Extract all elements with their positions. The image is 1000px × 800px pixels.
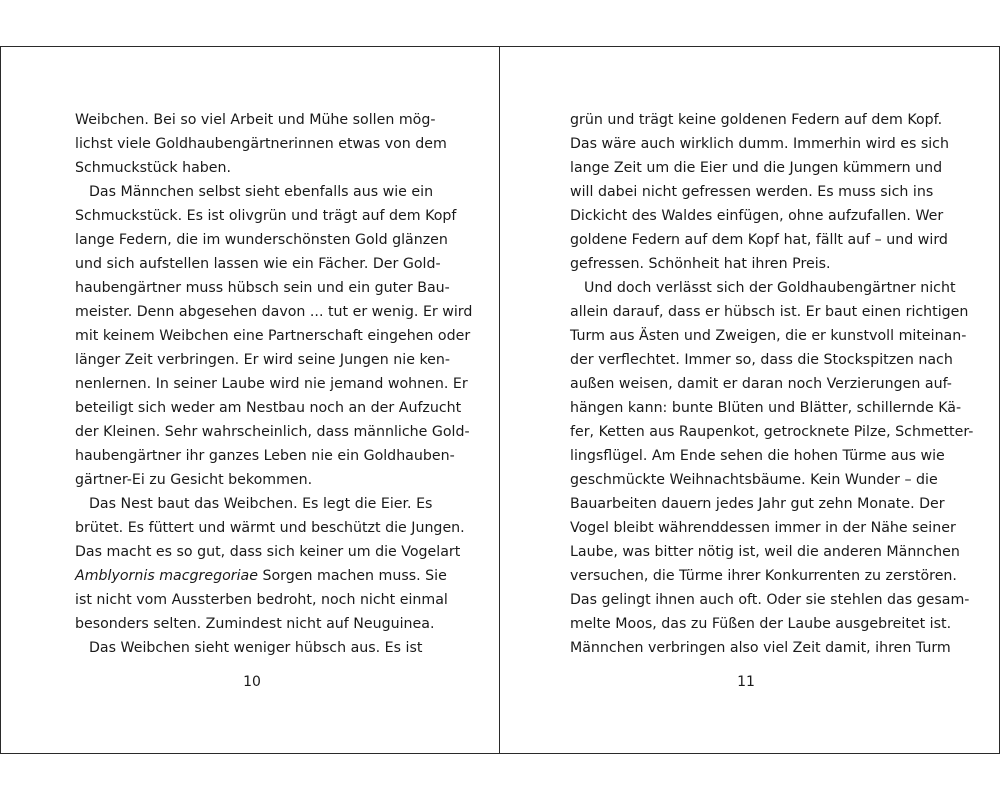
text-line-mixed	[75, 564, 445, 588]
text-line: ist nicht vom Aussterben bedroht, noch nicht einmal	[75, 592, 448, 608]
text-line: Dickicht des Waldes einfügen, ohne aufzufallen. Wer	[570, 208, 944, 224]
text-line: melte Moos, das zu Füßen der Laube ausgebreitet ist.	[570, 616, 952, 632]
text-line: Bauarbeiten dauern jedes Jahr gut zehn Monate. Der	[570, 496, 945, 512]
text-line: Weibchen. Bei so viel Arbeit und Mühe sollen mög-	[75, 112, 436, 128]
left-page-edge	[0, 46, 1, 753]
text-line: Das wäre auch wirklich dumm. Immerhin wird es sich	[570, 136, 949, 152]
text-line: lichst viele Goldhaubengärtnerinnen etwas von dem	[75, 136, 447, 152]
text-line: Vogel bleibt währenddessen immer in der Nähe seiner	[570, 520, 956, 536]
text-line: fer, Ketten aus Raupenkot, getrocknete Pilze, Schmetter-	[570, 424, 974, 440]
text-line: haubengärtner ihr ganzes Leben nie ein Goldhauben-	[75, 448, 455, 464]
text-line: goldene Federn auf dem Kopf hat, fällt auf – und wird	[570, 232, 948, 248]
text-line: Schmuckstück. Es ist olivgrün und trägt auf dem Kopf	[75, 208, 457, 224]
left-page-text	[75, 108, 473, 660]
text-line: nenlernen. In seiner Laube wird nie jemand wohnen. Er	[75, 376, 468, 392]
text-line: gärtner-Ei zu Gesicht bekommen.	[75, 472, 313, 488]
text-line: versuchen, die Türme ihrer Konkurrenten zu zerstören.	[570, 568, 957, 584]
text-line: der Kleinen. Sehr wahrscheinlich, dass männliche Gold-	[75, 424, 470, 440]
text-line: brütet. Es füttert und wärmt und beschützt die Jungen.	[75, 520, 465, 536]
text-line: Schmuckstück haben.	[75, 160, 232, 176]
book-spine-divider	[499, 46, 500, 753]
text-line: geschmückte Weihnachtsbäume. Kein Wunder – die	[570, 472, 938, 488]
text-line: lange Federn, die im wunderschönsten Gold glänzen	[75, 232, 448, 248]
text-fragment: Sorgen machen muss. Sie	[257, 568, 447, 584]
text-line: lingsflügel. Am Ende sehen die hohen Türme aus wie	[570, 448, 945, 464]
text-line: hängen kann: bunte Blüten und Blätter, schillernde Kä-	[570, 400, 962, 416]
text-line: gefressen. Schönheit hat ihren Preis.	[570, 256, 831, 272]
top-border-line	[0, 46, 1000, 47]
text-line: allein darauf, dass er hübsch ist. Er baut einen richtigen	[570, 304, 969, 320]
text-line: mit keinem Weibchen eine Partnerschaft eingehen oder	[75, 328, 471, 344]
text-line: besonders selten. Zumindest nicht auf Neuguinea.	[75, 616, 435, 632]
text-line: Laube, was bitter nötig ist, weil die anderen Männchen	[570, 544, 960, 560]
text-line: Das macht es so gut, dass sich keiner um die Vogelart	[75, 544, 461, 560]
text-line: Das Nest baut das Weibchen. Es legt die Eier. Es	[89, 496, 433, 512]
text-line: Männchen verbringen also viel Zeit damit, ihren Turm	[570, 640, 951, 656]
left-page-number: 10	[243, 674, 261, 690]
right-page-number: 11	[737, 674, 755, 690]
text-line: Das Weibchen sieht weniger hübsch aus. Es ist	[89, 640, 423, 656]
text-line: lange Zeit um die Eier und die Jungen kümmern und	[570, 160, 943, 176]
text-line: Das Männchen selbst sieht ebenfalls aus wie ein	[89, 184, 434, 200]
text-line: meister. Denn abgesehen davon ... tut er wenig. Er wird	[75, 304, 473, 320]
text-line: grün und trägt keine goldenen Federn auf dem Kopf.	[570, 112, 943, 128]
text-line: Das gelingt ihnen auch oft. Oder sie stehlen das gesam-	[570, 592, 970, 608]
text-line: außen weisen, damit er daran noch Verzierungen auf-	[570, 376, 952, 392]
text-line: haubengärtner muss hübsch sein und ein guter Bau-	[75, 280, 450, 296]
text-line: beteiligt sich weder am Nestbau noch an der Aufzucht	[75, 400, 462, 416]
text-line: will dabei nicht gefressen werden. Es muss sich ins	[570, 184, 934, 200]
species-name-italic: Amblyornis macgregoriae	[75, 568, 258, 584]
right-page-text	[570, 108, 974, 660]
text-line: länger Zeit verbringen. Er wird seine Jungen nie ken-	[75, 352, 451, 368]
text-line: Turm aus Ästen und Zweigen, die er kunstvoll miteinan-	[570, 328, 967, 344]
text-line: der verflechtet. Immer so, dass die Stockspitzen nach	[570, 352, 953, 368]
text-line: und sich aufstellen lassen wie ein Fächer. Der Gold-	[75, 256, 441, 272]
bottom-border-line	[0, 753, 1000, 754]
text-line: Und doch verlässt sich der Goldhaubengärtner nicht	[584, 280, 956, 296]
